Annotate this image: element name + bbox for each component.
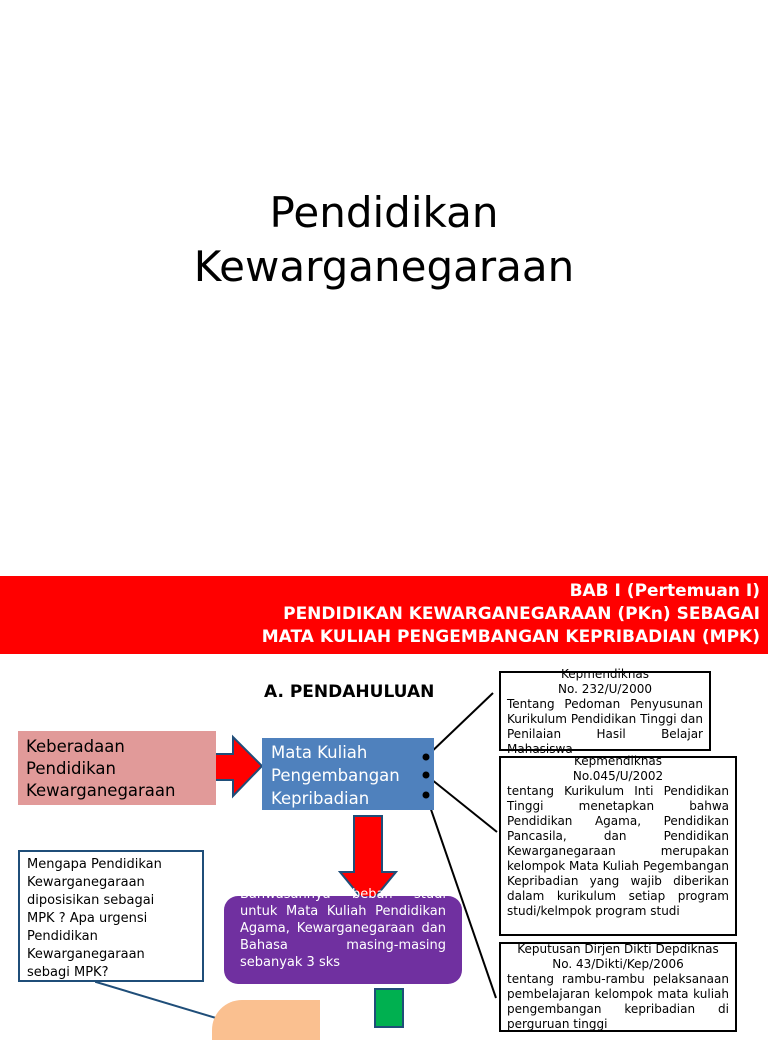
- connector-dot-1: [423, 754, 430, 761]
- doc-kepmendiknas-045: [499, 756, 737, 936]
- connector-dot-2: [423, 772, 430, 779]
- header-line-3: MATA KULIAH PENGEMBANGAN KEPRIBADIAN (MPK): [261, 627, 760, 647]
- box-beban-studi-text: Bahwasanhya beban studi untuk Mata Kuliah Pendidikan Agama, Kewarganegaraan dan Bahasa masing-masing sebanyak 3 sks: [240, 887, 446, 970]
- doc1-heading-2: No. 232/U/2000: [557, 682, 653, 696]
- doc3-body: tentang rambu-rambu pelaksanaan pembelajaran kelompok mata kuliah pengembangan kepribadian di perguruan tinggi: [507, 972, 729, 1031]
- peach-shape: [212, 1000, 320, 1040]
- box-keberadaan-text: Keberadaan Pendidikan Kewarganegaraan: [26, 737, 176, 800]
- doc2-heading-2: No.045/U/2002: [572, 769, 664, 783]
- question-text: Mengapa Pendidikan Kewarganegaraan diposisikan sebagai MPK ? Apa urgensi Pendidikan Kewarganegaraan sebagi MPK?: [27, 857, 162, 980]
- content-slide: [0, 576, 768, 1031]
- header-line-2: PENDIDIKAN KEWARGANEGARAAN (PKn) SEBAGAI: [283, 604, 760, 624]
- header-line-1: BAB I (Pertemuan I): [569, 581, 760, 601]
- doc1-body: Tentang Pedoman Penyusunan Kurikulum Pendidikan Tinggi dan Penilaian Hasil Belajar Mahasiswa: [507, 697, 703, 756]
- connector-dot-3: [423, 792, 430, 799]
- doc3-heading-2: No. 43/Dikti/Kep/2006: [552, 957, 684, 971]
- title-line-2: Kewarganegaraan: [193, 242, 575, 291]
- doc2-heading-1: Kepmendiknas: [573, 754, 663, 768]
- doc2-body: tentang Kurikulum Inti Pendidikan Tinggi menetapkan bahwa Pendidikan Agama, Pendidikan Pancasila, dan Pendidikan Kewarganegaraan merupakan kelompok Mata Kuliah Pegembangan Kepribadian yang wajib diberikan dalam kurikulum setiap program studi/kelmpok program studi: [507, 784, 729, 918]
- doc-keputusan-dirjen-dikti: [499, 942, 737, 1032]
- title-line-1: Pendidikan: [269, 188, 499, 237]
- slide-title: [0, 186, 768, 294]
- doc1-heading-1: Kepmendiknas: [560, 667, 650, 681]
- box-mpk-text: Mata Kuliah Pengembangan Kepribadian: [271, 743, 400, 808]
- green-arrow-shape: [374, 988, 404, 1028]
- question-callout: [18, 850, 204, 982]
- section-title: A. PENDAHULUAN: [264, 682, 435, 702]
- doc-kepmendiknas-232: [499, 667, 711, 756]
- doc3-heading-1: Keputusan Dirjen Dikti Depdiknas: [517, 942, 719, 956]
- box-beban-studi: [224, 887, 462, 984]
